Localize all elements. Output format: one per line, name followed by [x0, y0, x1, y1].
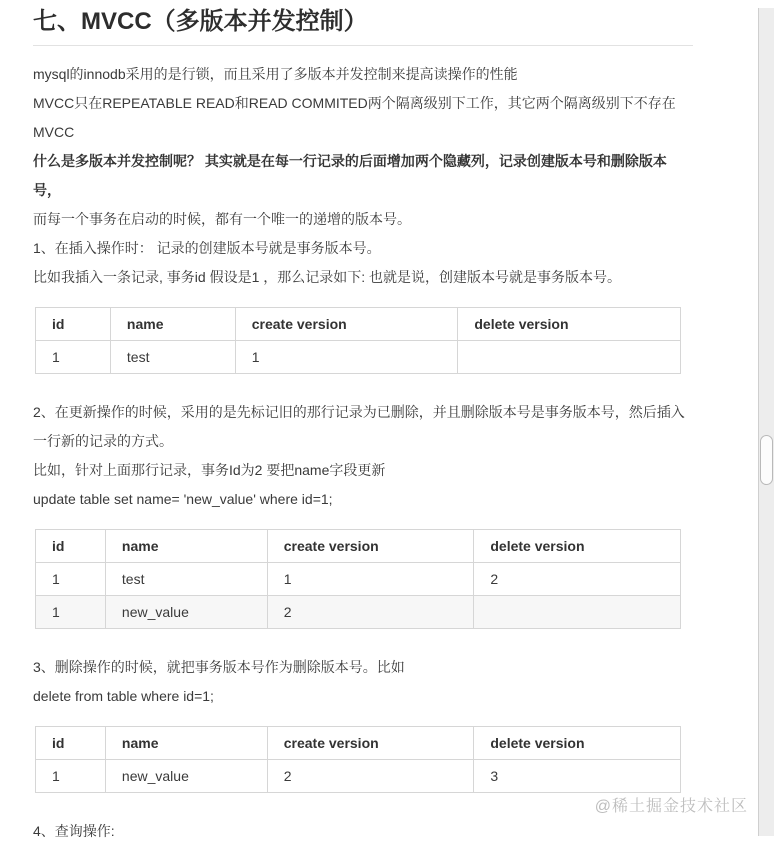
header-cell-id: id	[36, 530, 106, 563]
table-cell: test	[110, 341, 235, 374]
paragraph-update-example: 比如，针对上面那行记录，事务Id为2 要把name字段更新	[33, 462, 386, 478]
table-cell: 1	[36, 341, 111, 374]
scrollbar-track[interactable]	[758, 8, 774, 836]
scrollbar-thumb[interactable]	[760, 435, 773, 485]
page-title: 七、MVCC（多版本并发控制）	[33, 8, 693, 46]
header-cell-create-version: create version	[235, 308, 458, 341]
document-page	[0, 8, 774, 839]
paragraph-transaction-version: 而每一个事务在启动的时候，都有一个唯一的递增的版本号。	[33, 211, 411, 227]
table-cell: 2	[267, 760, 474, 793]
paragraph-delete-operation: 3、删除操作的时候，就把事务版本号作为删除版本号。比如	[33, 659, 405, 675]
header-cell-delete-version: delete version	[458, 308, 681, 341]
table-cell: 1	[36, 563, 106, 596]
table-delete-example	[35, 726, 681, 793]
table-cell	[474, 596, 681, 629]
paragraph-insert-example: 比如我插入一条记录, 事务id 假设是1 ，那么记录如下: 也就是说，创建版本号就是事务版本号。	[33, 269, 622, 285]
header-cell-delete-version: delete version	[474, 530, 681, 563]
header-cell-name: name	[110, 308, 235, 341]
table-insert-example	[35, 307, 681, 374]
table-row	[36, 563, 681, 596]
paragraph-query-operation: 4、查询操作:	[33, 823, 115, 839]
table-cell: 2	[474, 563, 681, 596]
table-cell: 3	[474, 760, 681, 793]
table-cell: 1	[267, 563, 474, 596]
article-content	[0, 8, 695, 846]
header-cell-id: id	[36, 727, 106, 760]
header-cell-create-version: create version	[267, 530, 474, 563]
paragraph-delete-sql: delete from table where id=1;	[33, 688, 214, 704]
header-cell-name: name	[105, 530, 267, 563]
table-row	[36, 760, 681, 793]
paragraph-innodb-row-lock: mysql的innodb采用的是行锁，而且采用了多版本并发控制来提高读操作的性能	[33, 66, 518, 82]
table-cell: 2	[267, 596, 474, 629]
paragraph-update-operation: 2、在更新操作的时候，采用的是先标记旧的那行记录为已删除，并且删除版本号是事务版本号，然后插入一行新的记录的方式。	[33, 404, 685, 449]
header-cell-id: id	[36, 308, 111, 341]
table-header-row	[36, 530, 681, 563]
table-cell: new_value	[105, 596, 267, 629]
table-header-row	[36, 727, 681, 760]
paragraph-insert-operation: 1、在插入操作时： 记录的创建版本号就是事务版本号。	[33, 240, 381, 256]
table-header-row	[36, 308, 681, 341]
header-cell-delete-version: delete version	[474, 727, 681, 760]
header-cell-name: name	[105, 727, 267, 760]
paragraph-update-sql: update table set name= 'new_value' where id=1;	[33, 491, 333, 507]
table-cell: 1	[36, 760, 106, 793]
watermark: @稀土掘金技术社区	[594, 798, 748, 815]
table-update-example	[35, 529, 681, 629]
table-cell	[458, 341, 681, 374]
paragraph-what-is-mvcc: 什么是多版本并发控制呢？ 其实就是在每一行记录的后面增加两个隐藏列，记录创建版本号和删除版本号，	[33, 153, 667, 198]
table-cell: 1	[36, 596, 106, 629]
table-row	[36, 341, 681, 374]
table-cell: new_value	[105, 760, 267, 793]
table-cell: 1	[235, 341, 458, 374]
header-cell-create-version: create version	[267, 727, 474, 760]
paragraph-mvcc-isolation-levels: MVCC只在REPEATABLE READ和READ COMMITED两个隔离级别下工作，其它两个隔离级别下不存在MVCC	[33, 95, 676, 140]
table-cell: test	[105, 563, 267, 596]
table-row	[36, 596, 681, 629]
